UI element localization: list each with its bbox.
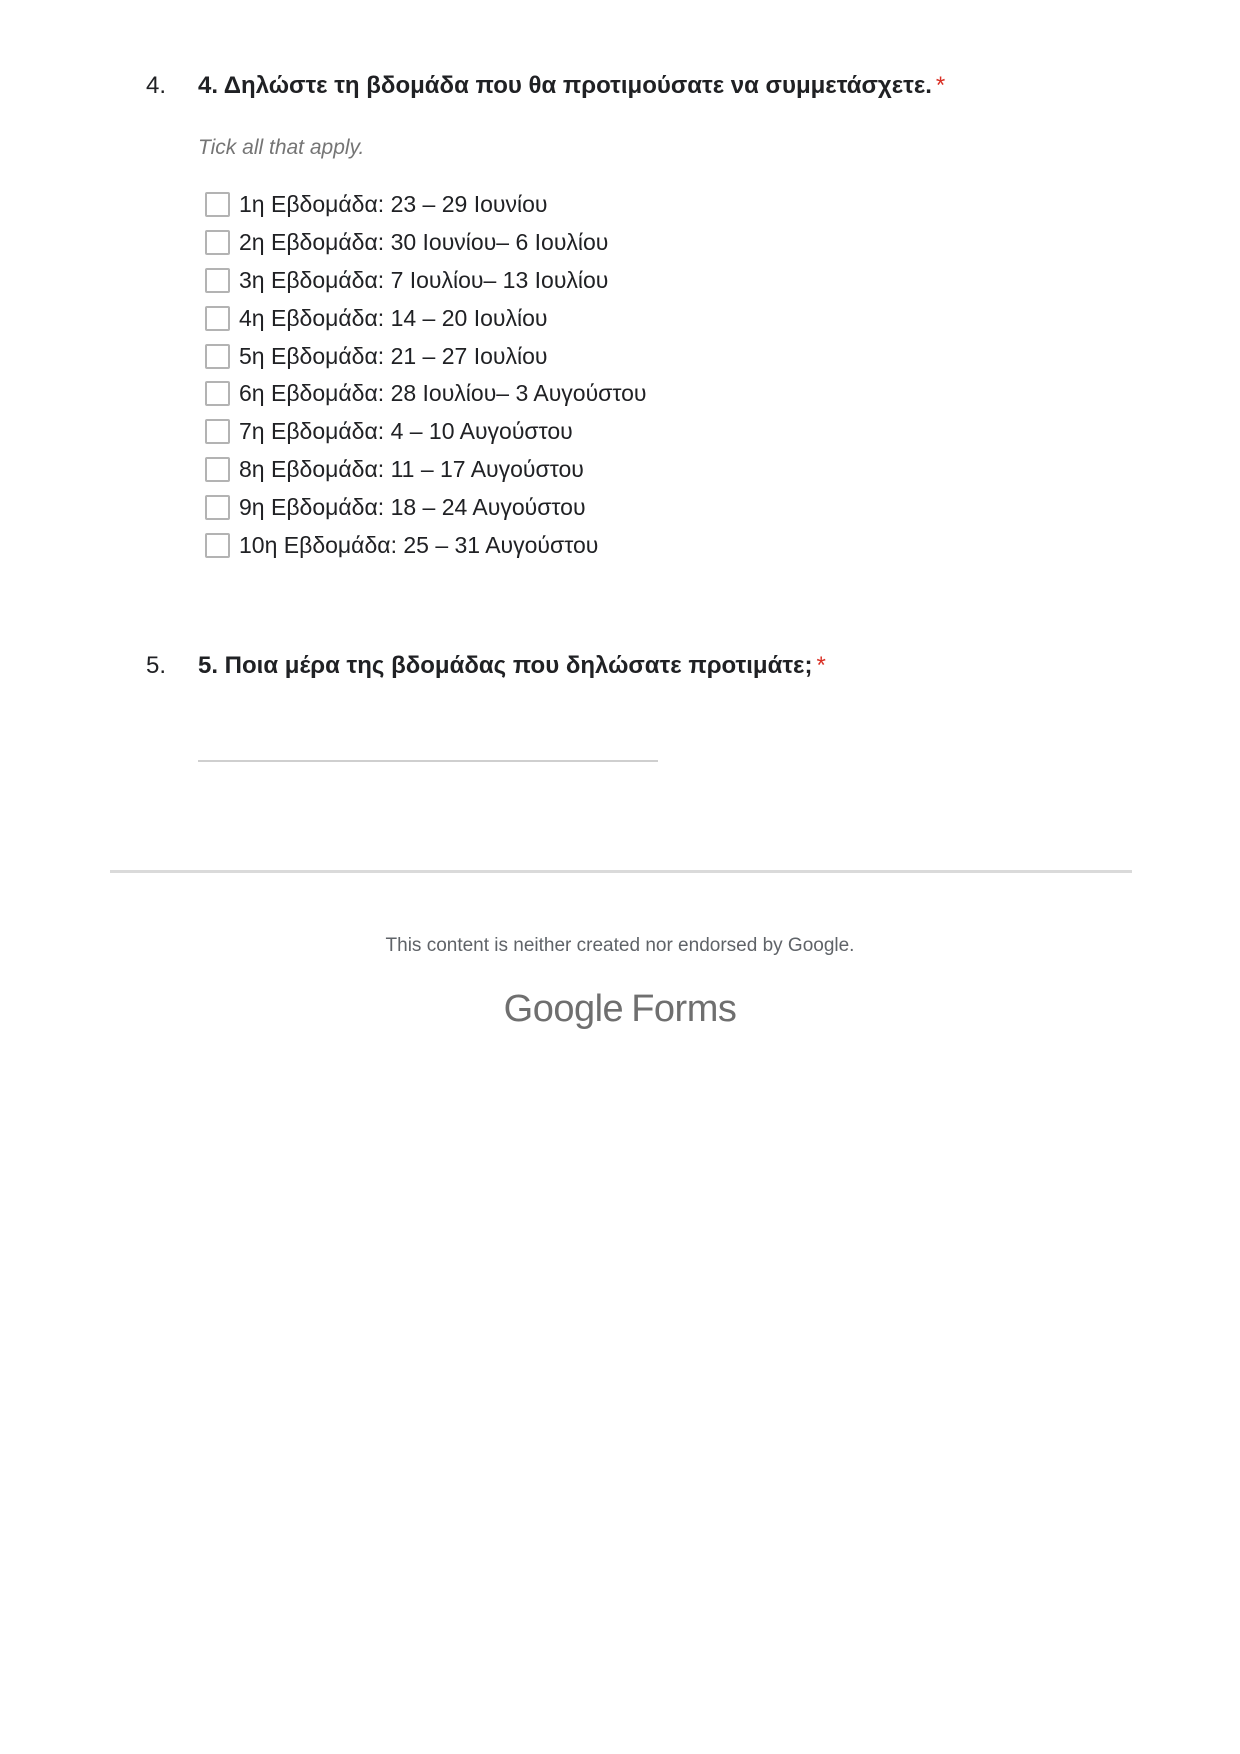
week-option-4[interactable] bbox=[205, 299, 647, 337]
week-option-label: 2η Εβδομάδα: 30 Ιουνίου– 6 Ιουλίου bbox=[239, 229, 609, 256]
question-4-hint: Tick all that apply. bbox=[198, 136, 365, 159]
week-options-list bbox=[205, 186, 647, 564]
week-9-checkbox[interactable] bbox=[205, 495, 230, 520]
week-option-label: 3η Εβδομάδα: 7 Ιουλίου– 13 Ιουλίου bbox=[239, 266, 609, 293]
question-4-number: 4. bbox=[146, 72, 167, 99]
week-option-label: 1η Εβδομάδα: 23 – 29 Ιουνίου bbox=[239, 191, 548, 218]
week-option-10[interactable] bbox=[205, 526, 647, 564]
week-option-label: 5η Εβδομάδα: 21 – 27 Ιουλίου bbox=[239, 342, 548, 369]
week-option-3[interactable] bbox=[205, 262, 647, 300]
week-option-8[interactable] bbox=[205, 451, 647, 489]
day-answer-field[interactable] bbox=[198, 760, 658, 762]
required-asterisk: * bbox=[935, 72, 946, 99]
question-5-number: 5. bbox=[146, 652, 167, 679]
week-8-checkbox[interactable] bbox=[205, 457, 230, 482]
week-option-6[interactable] bbox=[205, 375, 647, 413]
question-5-title bbox=[198, 652, 826, 680]
week-10-checkbox[interactable] bbox=[205, 533, 230, 558]
required-asterisk: * bbox=[816, 652, 826, 679]
question-5-title-text: 5. Ποια μέρα της βδομάδας που δηλώσατε προτιμάτε; bbox=[198, 652, 813, 679]
week-6-checkbox[interactable] bbox=[205, 381, 230, 406]
week-5-checkbox[interactable] bbox=[205, 344, 230, 369]
week-option-label: 8η Εβδομάδα: 11 – 17 Αυγούστου bbox=[239, 455, 584, 482]
google-forms-logo[interactable] bbox=[0, 988, 1240, 1031]
question-4-title bbox=[198, 72, 945, 100]
logo-product-text: Forms bbox=[631, 988, 737, 1030]
disclaimer-text: This content is neither created nor endorsed by Google. bbox=[385, 935, 855, 956]
week-3-checkbox[interactable] bbox=[205, 268, 230, 293]
week-option-9[interactable] bbox=[205, 488, 647, 526]
week-option-1[interactable] bbox=[205, 186, 647, 224]
week-option-2[interactable] bbox=[205, 224, 647, 262]
week-option-label: 4η Εβδομάδα: 14 – 20 Ιουλίου bbox=[239, 304, 548, 331]
logo-brand-text: Google bbox=[503, 988, 624, 1030]
week-option-label: 6η Εβδομάδα: 28 Ιουλίου– 3 Αυγούστου bbox=[239, 380, 647, 407]
footer-divider bbox=[110, 870, 1132, 873]
week-option-7[interactable] bbox=[205, 413, 647, 451]
week-7-checkbox[interactable] bbox=[205, 419, 230, 444]
week-1-checkbox[interactable] bbox=[205, 192, 230, 217]
week-4-checkbox[interactable] bbox=[205, 306, 230, 331]
week-2-checkbox[interactable] bbox=[205, 230, 230, 255]
question-4-title-text: 4. Δηλώστε τη βδομάδα που θα προτιμούσατε να συμμετάσχετε. bbox=[198, 72, 932, 99]
week-option-5[interactable] bbox=[205, 337, 647, 375]
week-option-label: 9η Εβδομάδα: 18 – 24 Αυγούστου bbox=[239, 493, 586, 520]
week-option-label: 10η Εβδομάδα: 25 – 31 Αυγούστου bbox=[239, 531, 599, 558]
week-option-label: 7η Εβδομάδα: 4 – 10 Αυγούστου bbox=[239, 418, 573, 445]
